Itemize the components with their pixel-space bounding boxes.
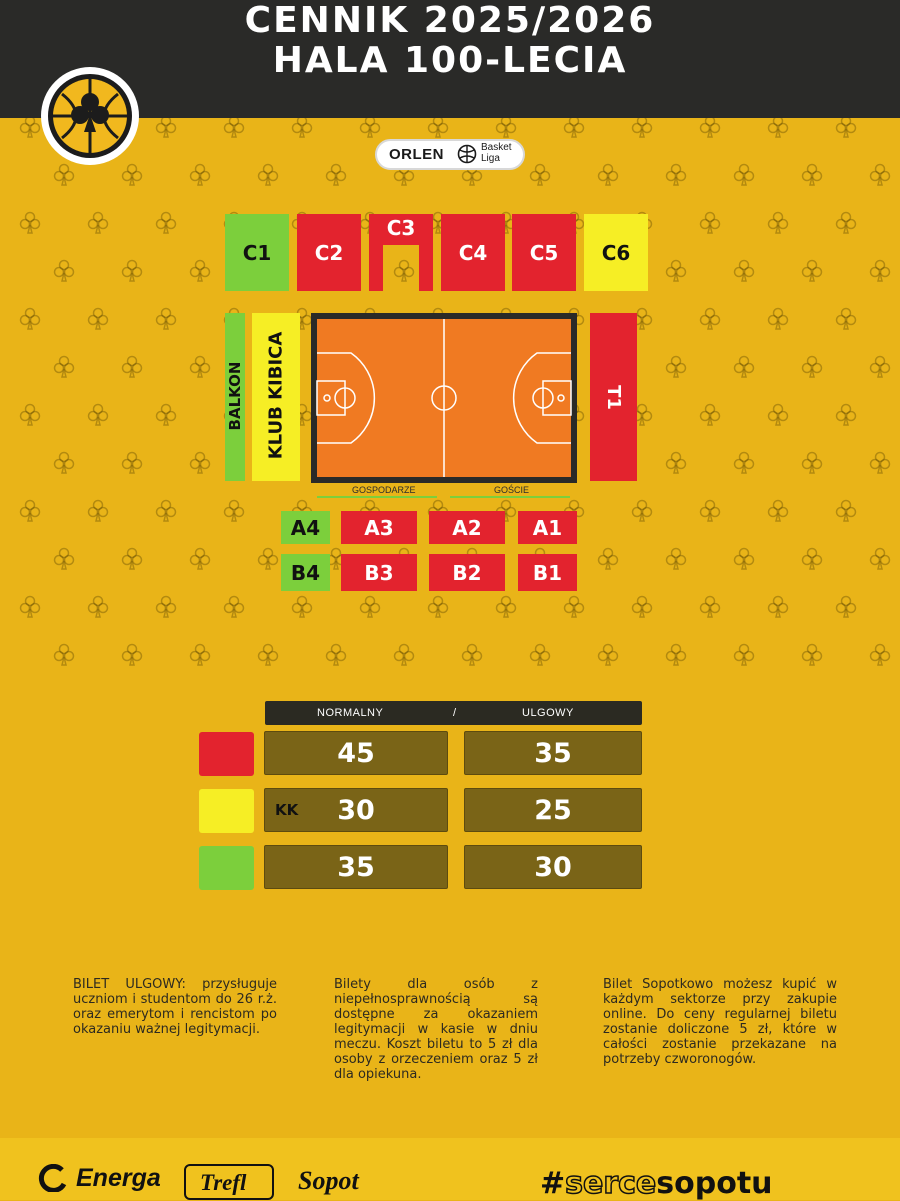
club-logo-icon	[40, 66, 140, 166]
sector-klub-kibica[interactable]	[252, 313, 300, 481]
energa-logo-icon	[38, 1164, 70, 1192]
league-liga-label: Liga	[481, 153, 500, 164]
price-reduced-red	[464, 731, 642, 775]
sector-t1[interactable]	[590, 313, 637, 481]
basketball-court	[311, 313, 577, 483]
hashtag-sopotu: sopotu	[656, 1166, 773, 1201]
trefl-logo-text: Trefl	[200, 1170, 247, 1195]
trefl-logo	[184, 1164, 274, 1200]
sector-a1[interactable]: A1	[518, 511, 577, 544]
sopotkowo-ticket-info: Bilet Sopotkowo możesz kupić w każdym sektorze przy zakupie online. Do ceny regularnej biletu zostanie doliczone 5 zł, które w całości zostanie przekazane na potrzeby czworonogów.	[603, 977, 837, 1067]
sector-balkon[interactable]	[225, 313, 245, 481]
sector-a3[interactable]: A3	[341, 511, 417, 544]
basketball-icon	[457, 144, 477, 164]
hashtag-symbol: #	[540, 1166, 566, 1201]
energa-logo-text: Energa	[76, 1164, 161, 1192]
sector-a4[interactable]: A4	[281, 511, 330, 544]
orlen-brand: ORLEN	[389, 146, 444, 163]
sector-b2[interactable]: B2	[429, 554, 505, 591]
price-normal-yellow	[264, 788, 448, 832]
header-separator: /	[453, 707, 457, 719]
sector-b3[interactable]: B3	[341, 554, 417, 591]
sector-c2[interactable]: C2	[297, 214, 361, 291]
league-badge	[375, 139, 525, 170]
price-swatch-green	[199, 846, 254, 890]
gospodarze-underline	[317, 496, 437, 498]
balkon-label: BALKON	[226, 361, 244, 431]
price-normal-red-value: 45	[337, 737, 375, 769]
reduced-ticket-header: ULGOWY	[522, 707, 574, 719]
hashtag-serce: serce	[565, 1166, 657, 1201]
title-line-2: HALA 100-LECIA	[272, 40, 628, 81]
t1-label: T1	[603, 384, 624, 410]
sector-b4[interactable]: B4	[281, 554, 330, 591]
kk-label: KK	[275, 801, 299, 819]
price-reduced-green-value: 30	[534, 851, 572, 883]
sector-c5[interactable]: C5	[512, 214, 576, 291]
price-reduced-yellow	[464, 788, 642, 832]
normal-ticket-header: NORMALNY	[317, 707, 384, 719]
disability-ticket-info: Bilety dla osób z niepełnosprawnością są dostępne za okazaniem legitymacji w kasie w dniu meczu. Koszt biletu to 5 zł dla osoby z orzeczeniem oraz 5 zł dla opiekuna.	[334, 977, 538, 1082]
price-reduced-red-value: 35	[534, 737, 572, 769]
price-swatch-red	[199, 732, 254, 776]
sector-c3[interactable]	[369, 214, 433, 291]
klub-kibica-label: KLUB KIBICA	[265, 331, 287, 460]
sponsor-footer	[0, 1138, 900, 1200]
price-normal-green-value: 35	[337, 851, 375, 883]
price-reduced-yellow-value: 25	[534, 794, 572, 826]
sector-c6[interactable]: C6	[584, 214, 648, 291]
price-reduced-green	[464, 845, 642, 889]
sector-a2[interactable]: A2	[429, 511, 505, 544]
price-normal-green	[264, 845, 448, 889]
gospodarze-label: GOSPODARZE	[352, 485, 416, 495]
reduced-ticket-info: BILET ULGOWY: przysługuje uczniom i studentom do 26 r.ż. oraz emerytom i rencistom po okazaniu ważnej legitymacji.	[73, 977, 277, 1037]
price-table-header	[265, 701, 642, 725]
price-normal-yellow-value: 30	[337, 794, 375, 826]
goscie-underline	[450, 496, 570, 498]
title-line-1: CENNIK 2025/2026	[244, 0, 656, 41]
league-name	[481, 142, 512, 164]
sector-c3-label: C3	[386, 216, 416, 240]
sector-b1[interactable]: B1	[518, 554, 577, 591]
price-normal-red	[264, 731, 448, 775]
sector-c1[interactable]: C1	[225, 214, 289, 291]
price-swatch-yellow	[199, 789, 254, 833]
sector-c4[interactable]: C4	[441, 214, 505, 291]
league-basket-label: Basket	[481, 142, 512, 153]
hashtag-serce-sopotu	[540, 1166, 773, 1201]
sopot-logo-text: Sopot	[298, 1166, 359, 1195]
goscie-label: GOŚCIE	[494, 485, 530, 495]
